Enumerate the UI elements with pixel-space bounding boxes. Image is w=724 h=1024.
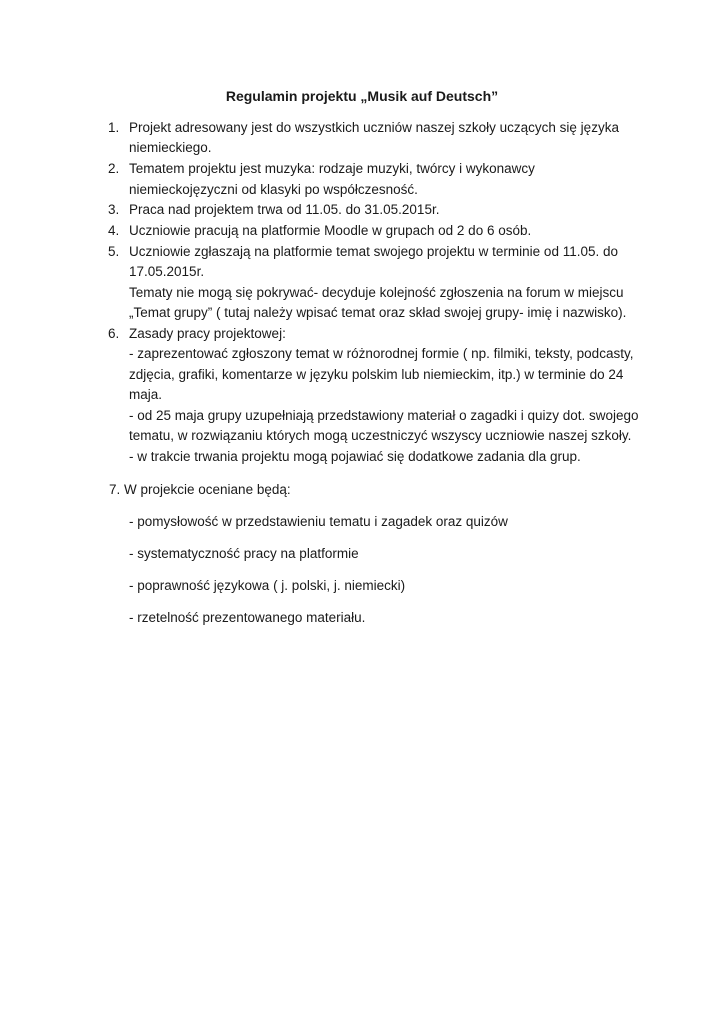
item-3-number: 3. xyxy=(108,202,120,217)
item-6-line-3: zdjęcia, grafiki, komentarze w języku polskim lub niemieckim, itp.) w terminie do 24 xyxy=(129,367,624,382)
document-title: Regulamin projektu „Musik auf Deutsch” xyxy=(225,88,499,104)
item-5-line-1: Uczniowie zgłaszają na platformie temat swojego projektu w terminie od 11.05. do xyxy=(129,244,618,259)
item-5-line-4: „Temat grupy” ( tutaj należy wpisać temat oraz skład swojej grupy- imię i nazwisko). xyxy=(129,305,627,320)
item-6-line-2: - zaprezentować zgłoszony temat w różnorodnej formie ( np. filmiki, teksty, podcasty, xyxy=(129,346,634,361)
item-3-line-1: Praca nad projektem trwa od 11.05. do 31.05.2015r. xyxy=(129,202,440,217)
item-1-number: 1. xyxy=(108,120,120,135)
item-6-line-1: Zasady pracy projektowej: xyxy=(129,326,286,341)
item-6-line-4: maja. xyxy=(129,387,163,402)
item-2-line-2: niemieckojęzyczni od klasyki po współczesność. xyxy=(129,182,418,197)
item-7-heading: 7. W projekcie oceniane będą: xyxy=(109,482,291,497)
item-4-number: 4. xyxy=(108,223,120,238)
item-6-line-7: - w trakcie trwania projektu mogą pojawiać się dodatkowe zadania dla grup. xyxy=(129,449,581,464)
criterion-2: - systematyczność pracy na platformie xyxy=(129,546,359,561)
criterion-1: - pomysłowość w przedstawieniu tematu i zagadek oraz quizów xyxy=(129,514,508,529)
item-2-line-1: Tematem projektu jest muzyka: rodzaje muzyki, twórcy i wykonawcy xyxy=(129,161,535,176)
item-5-line-2: 17.05.2015r. xyxy=(129,264,205,279)
item-4-line-1: Uczniowie pracują na platformie Moodle w grupach od 2 do 6 osób. xyxy=(129,223,532,238)
criterion-3: - poprawność językowa ( j. polski, j. niemiecki) xyxy=(129,578,406,593)
item-1-line-1: Projekt adresowany jest do wszystkich uczniów naszej szkoły uczących się języka xyxy=(129,120,619,135)
criterion-4: - rzetelność prezentowanego materiału. xyxy=(129,610,366,625)
item-6-line-6: tematu, w rozwiązaniu których mogą uczestniczyć wszyscy uczniowie naszej szkoły. xyxy=(129,428,632,443)
item-2-number: 2. xyxy=(108,161,120,176)
item-6-number: 6. xyxy=(108,326,120,341)
item-5-line-3: Tematy nie mogą się pokrywać- decyduje kolejność zgłoszenia na forum w miejscu xyxy=(129,285,624,300)
item-5-number: 5. xyxy=(108,244,120,259)
item-1-line-2: niemieckiego. xyxy=(129,140,212,155)
item-6-line-5: - od 25 maja grupy uzupełniają przedstawiony materiał o zagadki i quizy dot. swojego xyxy=(129,408,639,423)
